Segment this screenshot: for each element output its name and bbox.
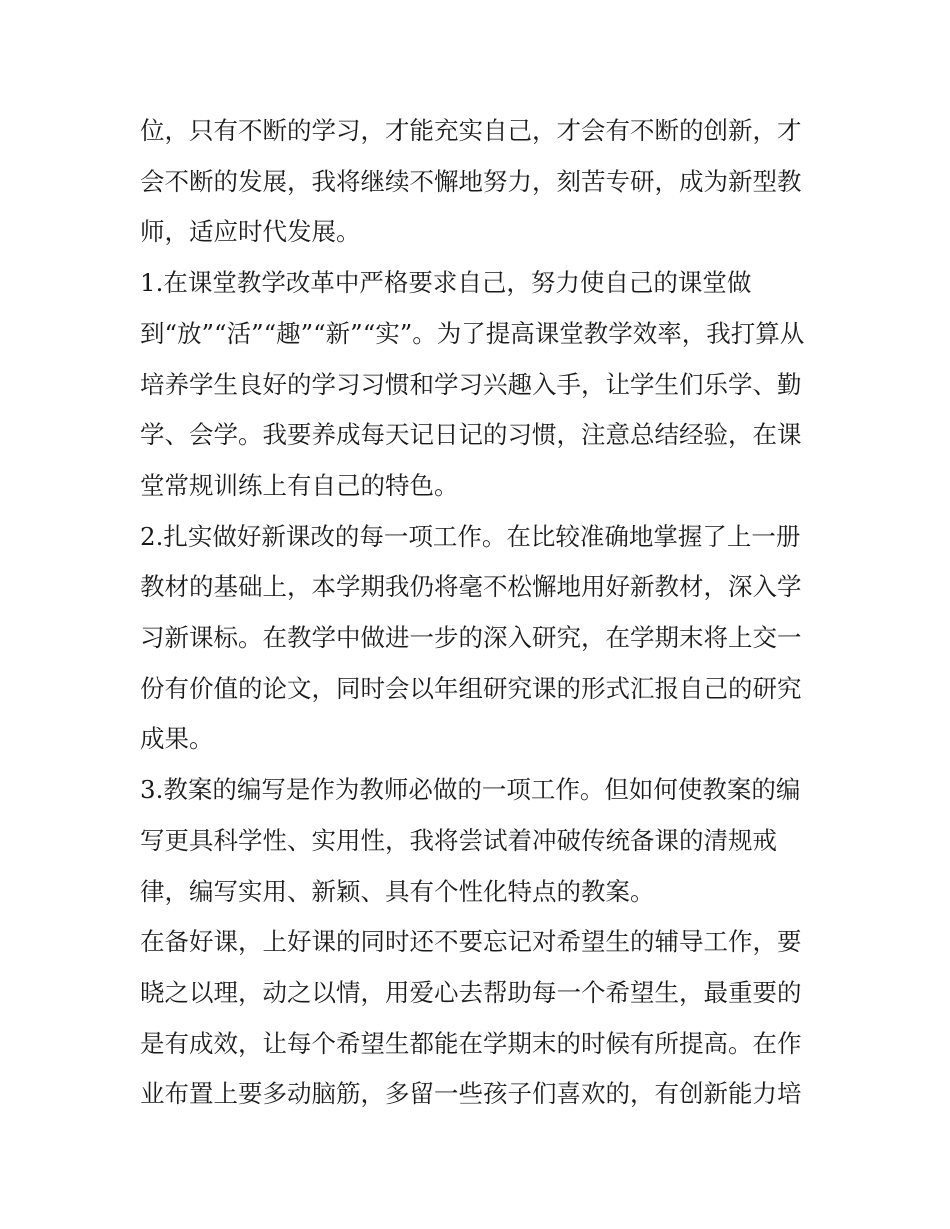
text-line: 写更具科学性、实用性，我将尝试着冲破传统备课的清规戒 — [140, 825, 777, 855]
text-line: 律，编写实用、新颖、具有个性化特点的教案。 — [140, 876, 655, 906]
paragraph-item-1 — [140, 258, 815, 512]
document-body — [140, 106, 815, 1120]
text-line: 位，只有不断的学习，才能充实自己，才会有不断的创新，才 — [140, 116, 802, 145]
text-line: 在备好课，上好课的同时还不要忘记对希望生的辅导工作，要 — [140, 927, 802, 957]
text-line: 晓之以理，动之以情，用爱心去帮助每一个希望生，最重要的 — [140, 977, 802, 1007]
text-line: 培养学生良好的学习习惯和学习兴趣入手，让学生们乐学、勤 — [140, 369, 802, 399]
text-line: 堂常规训练上有自己的特色。 — [140, 470, 459, 500]
text-line: 成果。 — [140, 724, 214, 754]
paragraph-closing — [140, 917, 815, 1120]
text-line: 份有价值的论文，同时会以年组研究课的形式汇报自己的研究 — [140, 673, 802, 703]
text-line: 学、会学。我要养成每天记日记的习惯，注意总结经验，在课 — [140, 420, 802, 450]
text-line: 师，适应时代发展。 — [140, 217, 361, 247]
text-line: 到“放”“活”“趣”“新”“实”。为了提高课堂教学效率，我打算从 — [140, 318, 805, 348]
text-line: 会不断的发展，我将继续不懈地努力，刻苦专研，成为新型教 — [140, 166, 802, 196]
text-line: 教材的基础上，本学期我仍将毫不松懈地用好新教材，深入学 — [140, 572, 802, 602]
text-line: 2.扎实做好新课改的每一项工作。在比较准确地掌握了上一册 — [140, 521, 801, 551]
paragraph-item-2 — [140, 512, 815, 766]
text-line: 习新课标。在教学中做进一步的深入研究，在学期末将上交一 — [140, 623, 802, 653]
paragraph-intro-continuation — [140, 106, 815, 258]
text-line: 3.教案的编写是作为教师必做的一项工作。但如何使教案的编 — [140, 775, 801, 805]
text-line: 是有成效，让每个希望生都能在学期末的时候有所提高。在作 — [140, 1028, 802, 1058]
text-line: 业布置上要多动脑筋，多留一些孩子们喜欢的，有创新能力培 — [140, 1079, 802, 1109]
text-line: 1.在课堂教学改革中严格要求自己，努力使自己的课堂做 — [140, 268, 752, 298]
paragraph-item-3 — [140, 765, 815, 917]
